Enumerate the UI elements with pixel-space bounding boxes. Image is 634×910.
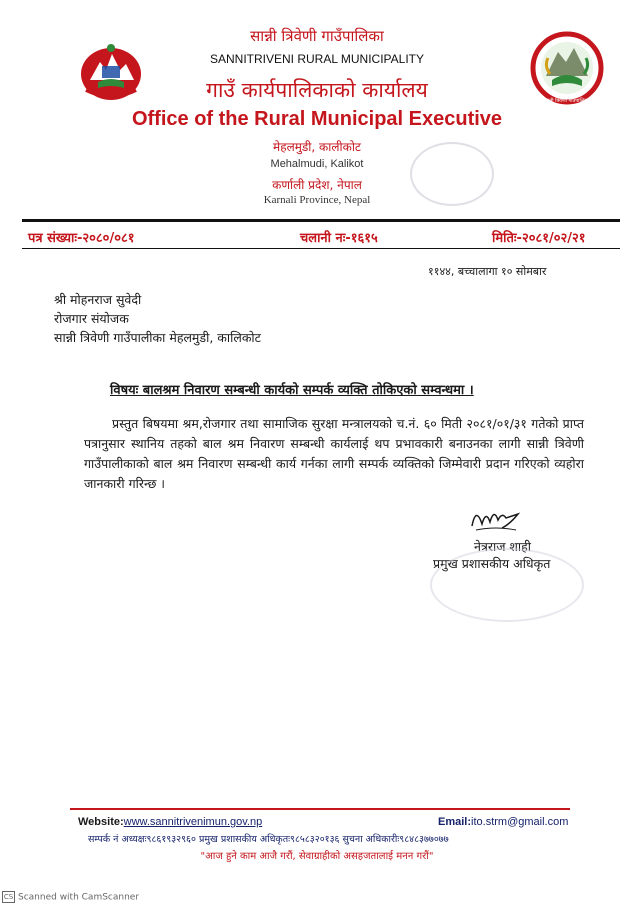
footer-email: [438, 816, 568, 828]
dispatch-number: चलानी नः-१६१५: [300, 231, 378, 246]
office-name-np: गाउँ कार्यपालिकाको कार्यालय: [206, 78, 428, 102]
signatory-name: नेत्रराज शाही: [474, 539, 532, 554]
footer-slogan: "आज हुने काम आजै गरौं, सेवाग्राहीको असहजतालाई मनन गरौं": [200, 851, 434, 862]
place-np: मेहलमुडी, कालीकोट: [273, 140, 361, 154]
letter-date: मितिः-२०८१/०२/२१: [492, 231, 586, 246]
place-en: Mehalmudi, Kalikot: [270, 158, 364, 170]
signatory-title: प्रमुख प्रशासकीय अधिकृत: [433, 556, 551, 571]
footer-contacts: सम्पर्क नं अध्यक्षः९८६१९३२९६० प्रमुख प्रशासकीय अधिकृतः९८५८३२०१३६ सुचना अधिकारीः९८४८३७७०७७: [88, 834, 449, 845]
scanner-text: Scanned with CamScanner: [18, 892, 140, 903]
website-link[interactable]: www.sannitrivenimun.gov.np: [123, 816, 263, 828]
municipality-name-en: SANNITRIVENI RURAL MUNICIPALITY: [209, 52, 425, 66]
recipient-address: सान्नी त्रिवेणी गाउँपालीका मेहलमुडी, कालिकोट: [54, 330, 261, 345]
email-link[interactable]: ito.strm@gmail.com: [471, 816, 569, 828]
header-rule-top: [22, 219, 620, 222]
official-round-stamp: [430, 548, 584, 622]
municipality-name-np: सान्नी त्रिवेणी गाउँपालिका: [250, 27, 384, 45]
office-name-en: Office of the Rural Municipal Executive: [131, 108, 503, 130]
scanner-watermark: [2, 891, 139, 903]
recipient-name: श्री मोहनराज सुवेदी: [54, 292, 142, 307]
letter-body: प्रस्तुत बिषयमा श्रम,रोजगार तथा सामाजिक सुरक्षा मन्त्रालयको च.नं. ६० मिती २०८१/०१/३१ गतेको प्राप्त पत्रानुसार स्थानिय तहको बाल श्रम निवारण सम्बन्धी कार्यलाई थप प्रभावकारी बनाउनका लागी सान्नी त्रिवेणी गाउँपालीकाको बाल श्रम निवारण सम्बन्धी कार्य गर्नका लागी सम्पर्क व्यक्तिको जिम्मेवारी प्रदान गरिएको व्यहोरा जानकारी गरिन्छ ।: [84, 416, 584, 491]
logo-ring-text: सान्नी त्रिवेणी गाउँपालिका: [544, 98, 590, 104]
province-np: कर्णाली प्रदेश, नेपाल: [272, 178, 362, 192]
website-label: Website:: [78, 816, 124, 828]
recipient-title: रोजगार संयोजक: [54, 311, 129, 326]
province-en: Karnali Province, Nepal: [263, 194, 371, 206]
office-seal-stamp: [410, 142, 494, 206]
camscanner-icon: CS: [3, 893, 14, 901]
footer-website: [78, 816, 262, 828]
received-stamp-text: ११४४, बच्चालागा १० सोमबार: [428, 265, 547, 278]
letter-number: पत्र संख्याः-२०८०/०८१: [28, 231, 135, 246]
header-rule-bottom: [22, 248, 620, 249]
letter-subject: विषयः बालश्रम निवारण सम्बन्धी कार्यको सम्पर्क व्यक्ति तोकिएको सम्वन्धमा ।: [110, 383, 474, 398]
handwritten-signature: [466, 500, 526, 536]
footer-rule: [70, 808, 570, 810]
email-label: Email:: [438, 816, 472, 828]
